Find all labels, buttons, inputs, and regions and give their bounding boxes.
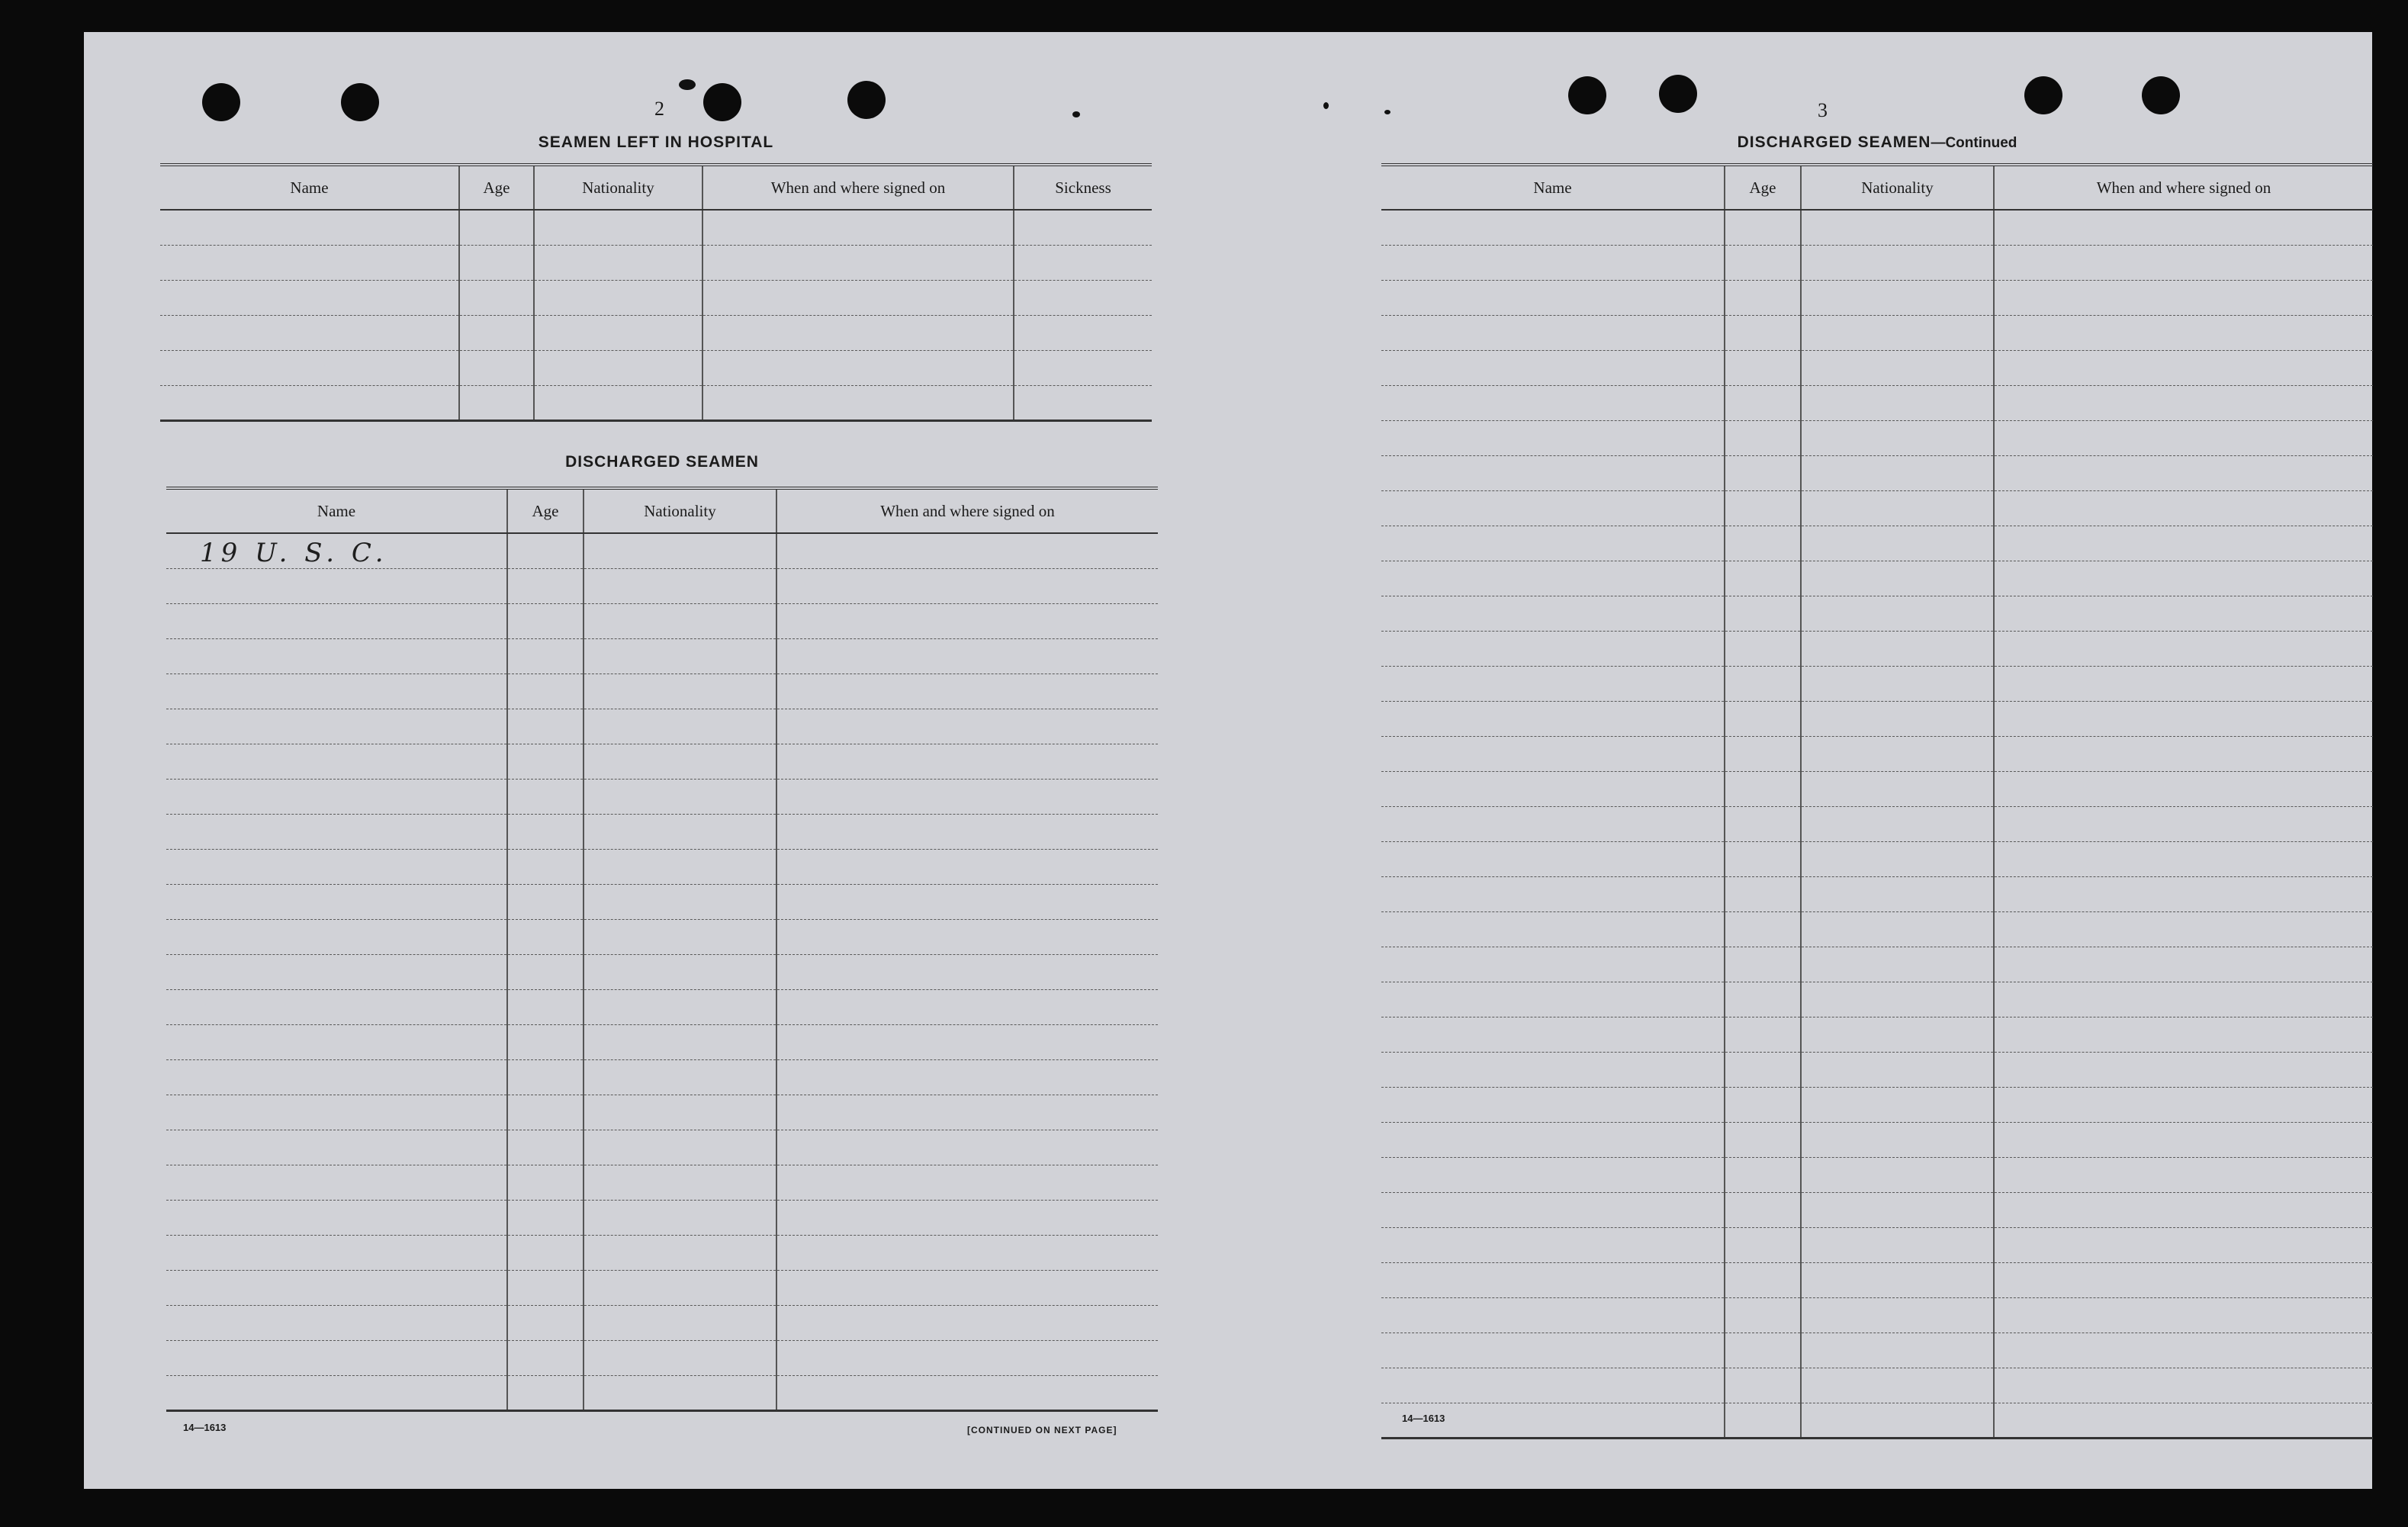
table-row xyxy=(1381,490,2373,526)
discharged-continued-table xyxy=(1381,163,2373,1439)
col-header-age: Age xyxy=(507,488,584,533)
col-header-name: Name xyxy=(160,165,459,210)
table-row xyxy=(1381,1017,2373,1052)
table-row xyxy=(166,884,1158,919)
table-row xyxy=(166,849,1158,884)
ink-speck xyxy=(679,79,696,90)
table-row xyxy=(1381,1122,2373,1157)
table-row xyxy=(166,814,1158,849)
col-header-signed-on: When and where signed on xyxy=(1994,165,2373,210)
continued-note: [CONTINUED ON NEXT PAGE] xyxy=(967,1425,1117,1435)
ink-speck xyxy=(1323,102,1329,109)
table-row xyxy=(1381,771,2373,806)
table-row xyxy=(1381,245,2373,280)
table-row xyxy=(166,673,1158,709)
table-row xyxy=(166,1095,1158,1130)
table-row xyxy=(166,533,1158,568)
discharged-continued-title xyxy=(1381,133,2373,152)
punch-hole xyxy=(1568,76,1606,114)
table-row xyxy=(1381,1192,2373,1227)
table-row xyxy=(166,954,1158,989)
table-row xyxy=(1381,1368,2373,1403)
table-row xyxy=(1381,350,2373,385)
section-title-main: DISCHARGED SEAMEN xyxy=(1737,133,1931,151)
punch-hole xyxy=(2024,76,2062,114)
table-header-row xyxy=(1381,165,2373,210)
table-row xyxy=(1381,315,2373,350)
punch-hole xyxy=(2142,76,2180,114)
table-row xyxy=(166,1235,1158,1270)
table-row xyxy=(166,744,1158,779)
left-page xyxy=(84,32,1228,1489)
col-header-signed-on: When and where signed on xyxy=(702,165,1014,210)
punch-hole xyxy=(1659,75,1697,113)
table-row xyxy=(160,245,1152,280)
table-row xyxy=(1381,1052,2373,1087)
ink-speck xyxy=(1384,110,1390,114)
punch-hole xyxy=(847,81,886,119)
table-row xyxy=(166,779,1158,814)
table-row xyxy=(166,1200,1158,1235)
table-row xyxy=(1381,385,2373,420)
table-row xyxy=(1381,280,2373,315)
table-row xyxy=(166,989,1158,1024)
table-row xyxy=(166,1024,1158,1059)
col-header-nationality: Nationality xyxy=(584,488,776,533)
discharged-table xyxy=(166,487,1158,1412)
table-row xyxy=(1381,455,2373,490)
table-row xyxy=(166,1340,1158,1375)
punch-hole xyxy=(703,83,741,121)
form-number: 14—1613 xyxy=(183,1422,227,1433)
table-row xyxy=(160,210,1152,245)
table-row xyxy=(1381,947,2373,982)
table-row xyxy=(166,603,1158,638)
right-page xyxy=(1228,32,2372,1489)
table-row xyxy=(1381,1262,2373,1297)
punch-hole xyxy=(202,83,240,121)
table-row xyxy=(1381,1157,2373,1192)
table-row xyxy=(1381,806,2373,841)
discharged-section-title: DISCHARGED SEAMEN xyxy=(565,453,759,471)
table-row xyxy=(166,1270,1158,1305)
col-header-nationality: Nationality xyxy=(1801,165,1994,210)
section-title-suffix: —Continued xyxy=(1931,135,2017,151)
table-row xyxy=(1381,1297,2373,1333)
table-row xyxy=(166,638,1158,673)
punch-hole xyxy=(341,83,379,121)
table-row xyxy=(166,709,1158,744)
table-row xyxy=(1381,631,2373,666)
col-header-age: Age xyxy=(1725,165,1801,210)
col-header-name: Name xyxy=(166,488,507,533)
table-row xyxy=(1381,1227,2373,1262)
table-row xyxy=(1381,1403,2373,1438)
table-row xyxy=(166,919,1158,954)
table-row xyxy=(160,385,1152,420)
hospital-table xyxy=(160,163,1152,422)
table-row xyxy=(166,1165,1158,1200)
table-row xyxy=(1381,561,2373,596)
table-row xyxy=(1381,736,2373,771)
table-header-row xyxy=(160,165,1152,210)
table-header-row xyxy=(166,488,1158,533)
col-header-nationality: Nationality xyxy=(534,165,702,210)
table-row xyxy=(1381,911,2373,947)
table-row xyxy=(160,280,1152,315)
table-row xyxy=(166,1375,1158,1410)
table-row xyxy=(166,568,1158,603)
table-row xyxy=(1381,1333,2373,1368)
document-sheet xyxy=(84,32,2372,1489)
table-row xyxy=(1381,701,2373,736)
table-row xyxy=(1381,210,2373,245)
table-row xyxy=(160,315,1152,350)
table-row xyxy=(1381,526,2373,561)
hospital-section-title: SEAMEN LEFT IN HOSPITAL xyxy=(538,133,774,151)
table-row xyxy=(166,1305,1158,1340)
handwritten-entry: 19 U. S. C. xyxy=(200,537,388,568)
table-row xyxy=(166,1059,1158,1095)
table-row xyxy=(1381,420,2373,455)
table-row xyxy=(1381,666,2373,701)
ink-speck xyxy=(1072,111,1080,117)
form-number: 14—1613 xyxy=(1402,1413,1445,1424)
col-header-name: Name xyxy=(1381,165,1725,210)
table-row xyxy=(1381,982,2373,1017)
table-row xyxy=(160,350,1152,385)
table-row xyxy=(1381,596,2373,631)
col-header-sickness: Sickness xyxy=(1014,165,1152,210)
table-row xyxy=(166,1130,1158,1165)
page-number: 3 xyxy=(1818,99,1828,121)
table-row xyxy=(1381,876,2373,911)
table-row xyxy=(1381,841,2373,876)
col-header-signed-on: When and where signed on xyxy=(776,488,1158,533)
col-header-age: Age xyxy=(459,165,534,210)
page-number: 2 xyxy=(654,98,664,120)
table-row xyxy=(1381,1087,2373,1122)
